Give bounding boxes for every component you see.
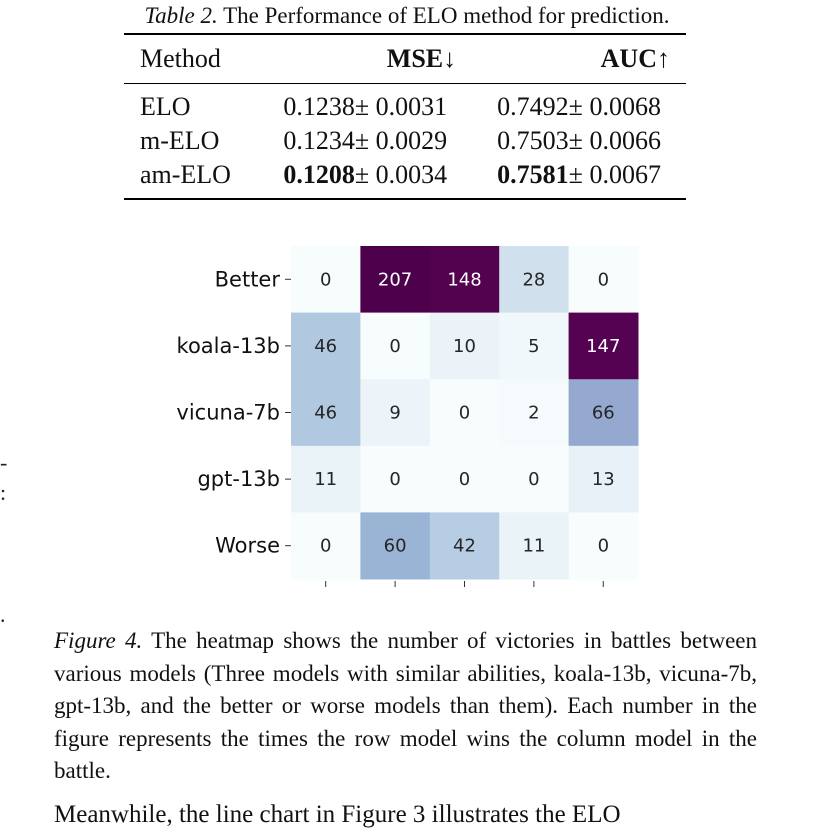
figure-caption-text: The heatmap shows the number of victories in battles between various models (Three models with similar abilities, koala-13b, vicuna-7b, gpt-13b, and the better or worse models than them). Each number in the figure represents the times the row model wins the column model in the battle. — [54, 628, 757, 783]
row-auc — [472, 84, 686, 125]
heatmap-cell-value: 207 — [377, 269, 413, 291]
heatmap-cell-value: 0 — [597, 269, 610, 291]
heatmap-cell-value: 148 — [447, 269, 482, 291]
heatmap-cell-value: 0 — [319, 269, 332, 291]
heatmap-cell-value: 13 — [591, 469, 615, 491]
mse-value: 0.1238 — [283, 92, 355, 121]
auc-value: 0.7492 — [497, 92, 569, 121]
heatmap-cell-value: 9 — [389, 402, 401, 424]
row-auc — [472, 158, 686, 199]
table-row — [124, 84, 686, 125]
header-method: Method — [140, 44, 221, 73]
mse-std: ± 0.0029 — [354, 126, 448, 155]
auc-std: ± 0.0067 — [568, 160, 661, 189]
heatmap-cell-value: 10 — [453, 335, 476, 357]
heatmap-cell-value: 5 — [528, 335, 540, 357]
heatmap-cell-value: 2 — [528, 402, 540, 424]
figure-caption-label: Figure 4. — [54, 628, 143, 653]
mse-std: ± 0.0034 — [354, 160, 448, 189]
auc-value: 0.7503 — [497, 126, 569, 155]
heatmap-cell-value: 66 — [591, 402, 615, 424]
heatmap-cell-value: 147 — [586, 335, 621, 357]
heatmap-cell-value: 0 — [319, 535, 332, 557]
heatmap-row-label: koala-13b — [176, 333, 280, 358]
heatmap-cell-value: 0 — [528, 469, 540, 491]
header-auc: AUC↑ — [600, 44, 670, 73]
edge-mark: . — [0, 602, 6, 627]
heatmap-cell-value: 46 — [314, 402, 338, 424]
body-text-line: Meanwhile, the line chart in Figure 3 illustrates the ELO — [54, 801, 621, 828]
row-mse — [258, 84, 472, 125]
row-method: ELO — [140, 92, 191, 121]
auc-std: ± 0.0068 — [568, 92, 661, 121]
heatmap-cell-value: 0 — [389, 469, 401, 491]
heatmap-row-label: vicuna-7b — [176, 400, 280, 425]
heatmap-row-label: Better — [214, 267, 280, 292]
heatmap-cell-value: 42 — [453, 535, 476, 557]
edge-mark: : — [0, 480, 7, 505]
row-method: m-ELO — [140, 126, 220, 155]
mse-value: 0.1234 — [283, 126, 355, 155]
table-row — [124, 158, 686, 199]
table-row — [124, 124, 686, 158]
edge-mark: - — [0, 450, 8, 475]
heatmap-cell-value: 0 — [458, 469, 471, 491]
heatmap-cell-value: 11 — [314, 469, 338, 491]
heatmap-cell-value: 0 — [389, 335, 401, 357]
heatmap-cell-value: 0 — [458, 402, 471, 424]
mse-value-best: 0.1208 — [283, 160, 355, 189]
auc-value-best: 0.7581 — [497, 160, 569, 189]
heatmap-row-label: gpt-13b — [197, 467, 280, 492]
table-caption — [0, 2, 814, 30]
heatmap-row-label: Worse — [215, 533, 280, 558]
performance-table — [124, 33, 686, 200]
heatmap-cell-value: 60 — [383, 535, 407, 557]
table-header-row — [124, 34, 686, 84]
table-caption-text: The Performance of ELO method for prediction. — [223, 3, 670, 28]
heatmap-cell-value: 28 — [522, 269, 546, 291]
table-caption-label: Table 2. — [144, 3, 218, 28]
heatmap-cell-value: 11 — [522, 535, 546, 557]
row-mse — [258, 158, 472, 199]
heatmap-chart — [140, 230, 650, 590]
row-mse — [258, 124, 472, 158]
heatmap-cell-value: 46 — [314, 335, 338, 357]
row-auc — [472, 124, 686, 158]
figure-caption — [54, 625, 757, 788]
header-mse: MSE↓ — [386, 44, 457, 73]
heatmap-figure — [140, 230, 650, 595]
row-method: am-ELO — [140, 160, 231, 189]
heatmap-cell-value: 0 — [597, 535, 610, 557]
mse-std: ± 0.0031 — [354, 92, 448, 121]
auc-std: ± 0.0066 — [568, 126, 661, 155]
